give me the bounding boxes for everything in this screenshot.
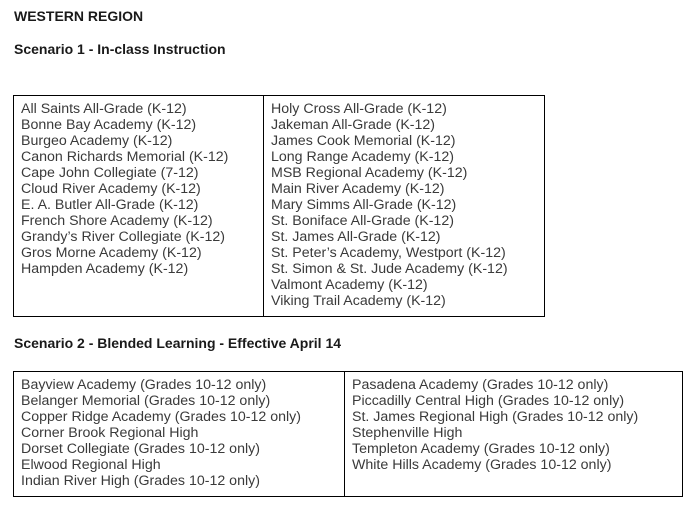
school-name: Hampden Academy (K-12) [21, 261, 189, 277]
scenario-2-schools-table [13, 371, 683, 497]
school-name: St. Peter’s Academy, Westport (K-12) [271, 245, 506, 261]
school-name: Long Range Academy (K-12) [271, 149, 454, 165]
school-name: Bayview Academy (Grades 10-12 only) [21, 377, 267, 393]
school-name: Indian River High (Grades 10-12 only) [21, 473, 260, 489]
school-name: St. James Regional High (Grades 10-12 only) [352, 409, 639, 425]
scenario-2-right-column [345, 372, 683, 497]
scenario-2-left-column [14, 372, 345, 497]
school-name: French Shore Academy (K-12) [21, 213, 213, 229]
school-name: Holy Cross All-Grade (K-12) [271, 101, 447, 117]
table-row [14, 96, 545, 317]
scenario-1-left-column [14, 96, 264, 317]
school-name: St. Simon & St. Jude Academy (K-12) [271, 261, 508, 277]
school-name: Gros Morne Academy (K-12) [21, 245, 202, 261]
school-name: Corner Brook Regional High [21, 425, 199, 441]
school-name: Canon Richards Memorial (K-12) [21, 149, 229, 165]
school-name: Copper Ridge Academy (Grades 10-12 only) [21, 409, 301, 425]
school-name: Valmont Academy (K-12) [271, 277, 428, 293]
school-name: All Saints All-Grade (K-12) [21, 101, 187, 117]
school-name: Main River Academy (K-12) [271, 181, 445, 197]
school-name: Pasadena Academy (Grades 10-12 only) [352, 377, 609, 393]
school-name: White Hills Academy (Grades 10-12 only) [352, 457, 612, 473]
school-name: Templeton Academy (Grades 10-12 only) [352, 441, 610, 457]
school-name: Mary Simms All-Grade (K-12) [271, 197, 457, 213]
school-name: Cape John Collegiate (7-12) [21, 165, 199, 181]
scenario-1-right-column [264, 96, 545, 317]
school-name: MSB Regional Academy (K-12) [271, 165, 468, 181]
school-name: Piccadilly Central High (Grades 10-12 only) [352, 393, 625, 409]
table-row [14, 372, 683, 497]
school-name: Dorset Collegiate (Grades 10-12 only) [21, 441, 260, 457]
region-title: WESTERN REGION [14, 8, 144, 24]
scenario-2-title: Scenario 2 - Blended Learning - Effective April 14 [14, 335, 342, 351]
school-name: Burgeo Academy (K-12) [21, 133, 173, 149]
school-name: James Cook Memorial (K-12) [271, 133, 456, 149]
school-name: Jakeman All-Grade (K-12) [271, 117, 436, 133]
scenario-1-schools-table [13, 95, 545, 317]
school-name: Elwood Regional High [21, 457, 161, 473]
scenario-1-title: Scenario 1 - In-class Instruction [14, 41, 226, 57]
school-name: Cloud River Academy (K-12) [21, 181, 201, 197]
school-name: Belanger Memorial (Grades 10-12 only) [21, 393, 271, 409]
school-name: St. Boniface All-Grade (K-12) [271, 213, 454, 229]
school-name: Grandy’s River Collegiate (K-12) [21, 229, 225, 245]
school-name: Bonne Bay Academy (K-12) [21, 117, 197, 133]
school-name: Viking Trail Academy (K-12) [271, 293, 446, 309]
school-name: Stephenville High [352, 425, 463, 441]
school-name: E. A. Butler All-Grade (K-12) [21, 197, 199, 213]
school-name: St. James All-Grade (K-12) [271, 229, 441, 245]
